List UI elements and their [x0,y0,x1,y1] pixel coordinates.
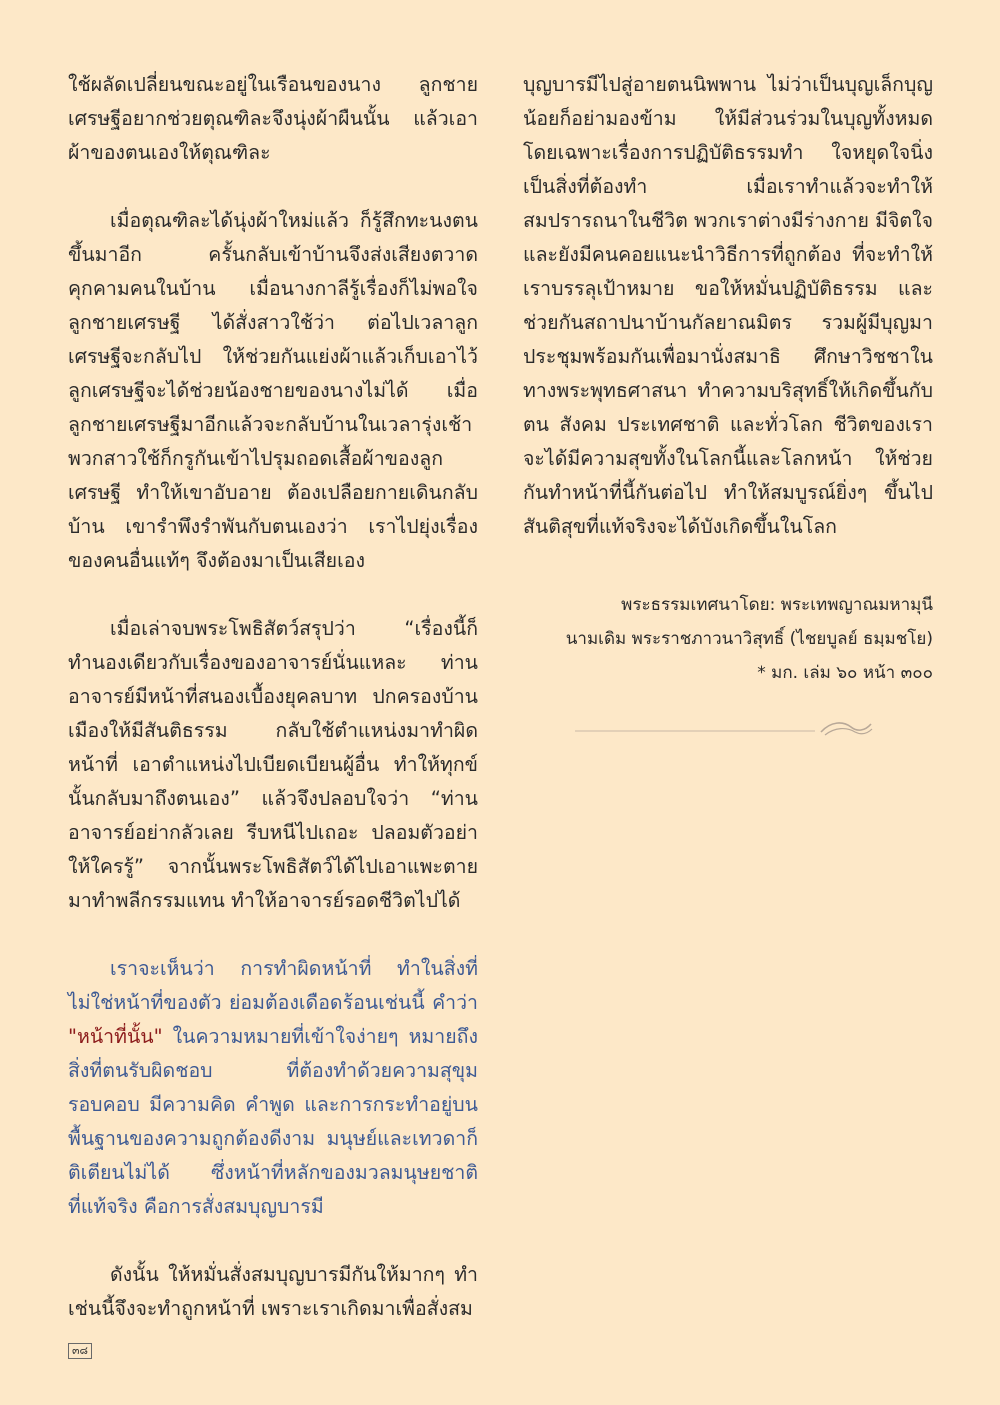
reference-preacher: พระธรรมเทศนาโดย: พระเทพญาณมหามุนี [621,595,933,615]
reference-citation: * มก. เล่ม ๖๐ หน้า ๓๐๐ [757,663,933,683]
paragraph-6: บุญบารมีไปสู่อายตนนิพพาน ไม่ว่าเป็นบุญเล็กบุญน้อยก็อย่ามองข้าม ให้มีส่วนร่วมในบุญทั้งหมด โดยเฉพาะเรื่องการปฏิบัติธรรมทำ ใจหยุดใจนิ่ง เป็นสิ่งที่ต้องทำ เมื่อเราทำแล้วจะทำให้สมปรารถนาในชีวิต พวกเราต่างมีร่างกาย มีจิตใจ และยังมีคนคอยแนะนำวิธีการที่ถูกต้อง ที่จะทำให้เราบรรลุเป้าหมาย ขอให้หมั่นปฏิบัติธรรม และช่วยกันสถาปนาบ้านกัลยาณมิตร รวมผู้มีบุญมาประชุมพร้อมกันเพื่อมานั่งสมาธิ ศึกษาวิชชาในทางพระพุทธศาสนา ทำความบริสุทธิ์ให้เกิดขึ้นกับตน สังคม ประเทศชาติ และทั่วโลก ชีวิตของเราจะได้มีความสุขทั้งในโลกนี้และโลกหน้า ให้ช่วยกันทำหน้าที่นี้กันต่อไป ทำให้สมบูรณ์ยิ่งๆ ขึ้นไป สันติสุขที่แท้จริงจะได้บังเกิดขึ้นในโลก [523,73,933,538]
paragraph-4 [68,952,478,1224]
paragraph-4-body: ในความหมายที่เข้าใจง่ายๆ หมายถึงสิ่งที่ตนรับผิดชอบ ที่ต้องทำด้วยความสุขุมรอบคอบ มีความคิด คำพูด และการกระทำอยู่บนพื้นฐานของความถูกต้องดีงาม มนุษย์และเทวดาก็ติเตียนไม่ได้ ซึ่งหน้าที่หลักของมวลมนุษยชาติที่แท้จริง คือการสั่งสมบุญบารมี [68,1025,478,1218]
paragraph-1: ใช้ผลัดเปลี่ยนขณะอยู่ในเรือนของนาง ลูกชายเศรษฐีอยากช่วยตุณฑิละจึงนุ่งผ้าผืนนั้น แล้วเอาผ้าของตนเองให้ตุณฑิละ [68,73,478,164]
right-column [523,68,933,578]
paragraph-3: เมื่อเล่าจบพระโพธิสัตว์สรุปว่า “เรื่องนี้ก็ทำนองเดียวกับเรื่องของอาจารย์นั่นแหละ ท่านอาจารย์มีหน้าที่สนองเบื้องยุคลบาท ปกครองบ้านเมืองให้มีสันติธรรม กลับใช้ตำแหน่งมาทำผิดหน้าที่ เอาตำแหน่งไปเบียดเบียนผู้อื่น ทำให้ทุกข์นั้นกลับมาถึงตนเอง” แล้วจึงปลอบใจว่า “ท่านอาจารย์อย่ากลัวเลย รีบหนีไปเถอะ ปลอมตัวอย่าให้ใครรู้” จากนั้นพระโพธิสัตว์ได้ไปเอาแพะตาย มาทำพลีกรรมแทน ทำให้อาจารย์รอดชีวิตไปได้ [68,617,478,912]
highlighted-term: "หน้าที่นั้น" [68,1025,163,1048]
paragraph-4-intro: เราจะเห็นว่า การทำผิดหน้าที่ ทำในสิ่งที่ไม่ใช่หน้าที่ของตัว ย่อมต้องเดือดร้อนเช่นนี้ คำว่า [68,957,478,1014]
paragraph-2: เมื่อตุณฑิละได้นุ่งผ้าใหม่แล้ว ก็รู้สึกทะนงตนขึ้นมาอีก ครั้นกลับเข้าบ้านจึงส่งเสียงตวาดคุกคามคนในบ้าน เมื่อนางกาลีรู้เรื่องก็ไม่พอใจลูกชายเศรษฐี ได้สั่งสาวใช้ว่า ต่อไปเวลาลูกเศรษฐีจะกลับไป ให้ช่วยกันแย่งผ้าแล้วเก็บเอาไว้ ลูกเศรษฐีจะได้ช่วยน้องชายของนางไม่ได้ เมื่อลูกชายเศรษฐีมาอีกแล้วจะกลับบ้านในเวลารุ่งเช้า พวกสาวใช้ก็กรูกันเข้าไปรุมถอดเสื้อผ้าของลูกเศรษฐี ทำให้เขาอับอาย ต้องเปลือยกายเดินกลับบ้าน เขารำพึงรำพันกับตนเองว่า เราไปยุ่งเรื่องของคนอื่นแท้ๆ จึงต้องมาเป็นเสียเอง [68,209,478,572]
left-column [68,68,478,1360]
paragraph-5: ดังนั้น ให้หมั่นสั่งสมบุญบารมีกันให้มากๆ ทำเช่นนี้จึงจะทำถูกหน้าที่ เพราะเราเกิดมาเพื่อสั่งสม [68,1263,478,1320]
reference-original-name: นามเดิม พระราชภาวนาวิสุทธิ์ (ไชยบูลย์ ธมฺมชโย) [565,629,933,649]
page-number: ๓๘ [68,1343,92,1359]
ornament-divider-icon [575,715,875,741]
